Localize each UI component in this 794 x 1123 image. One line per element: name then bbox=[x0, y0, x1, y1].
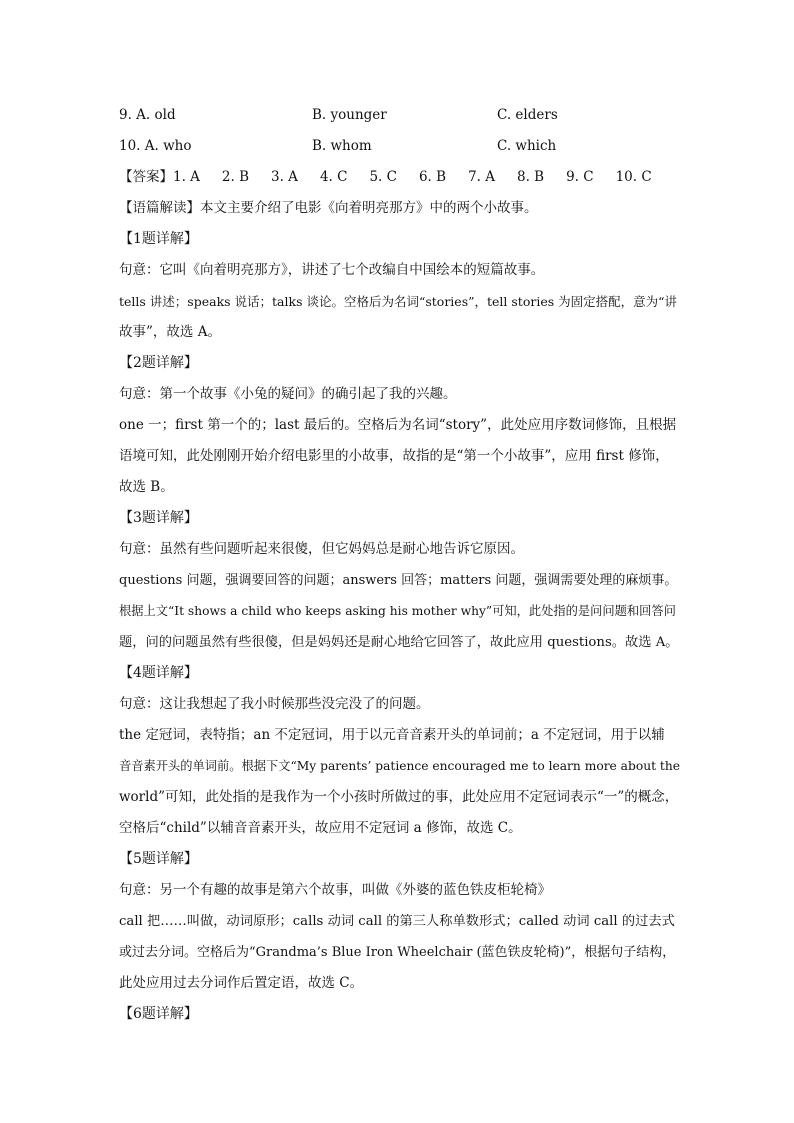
section-heading: 【3题详解】 bbox=[119, 510, 198, 526]
explanation-line: 语境可知，此处刚刚开始介绍电影里的小故事，故指的是“第一个小故事”，应用 first 修饰， bbox=[119, 448, 669, 464]
explanation-line: 此处应用过去分词作后置定语，故选 C。 bbox=[119, 975, 364, 991]
option-c: C. elders bbox=[497, 107, 558, 123]
sentence-meaning: 句意：它叫《向着明亮那方》，讲述了七个改编自中国绘本的短篇故事。 bbox=[119, 262, 545, 278]
option-c: C. which bbox=[497, 138, 557, 154]
explanation-line: questions 问题，强调要回答的问题；answers 回答；matters 问题，强调需要处理的麻烦事。 bbox=[119, 573, 678, 588]
explanation-line: 题，问的问题虽然有些很傻，但是妈妈还是耐心地给它回答了，故此应用 questions。故选 A。 bbox=[119, 635, 679, 650]
section-heading: 【5题详解】 bbox=[119, 851, 198, 867]
answer-key bbox=[119, 162, 679, 193]
explanation-line: 故选 B。 bbox=[119, 479, 174, 495]
passage-summary: 【语篇解读】本文主要介绍了电影《向着明亮那方》中的两个小故事。 bbox=[119, 200, 538, 216]
section-heading: 【4题详解】 bbox=[119, 665, 198, 681]
explanation-line: 故事”，故选 A。 bbox=[119, 324, 221, 340]
explanation-line: one 一；first 第一个的；last 最后的。空格后为名词“story”，此处应用序数词修饰，且根据 bbox=[119, 417, 677, 433]
option-a: 9. A. old bbox=[119, 107, 176, 123]
sentence-meaning: 句意：这让我想起了我小时候那些没完没了的问题。 bbox=[119, 696, 430, 712]
explanation-line: the 定冠词，表特指；an 不定冠词，用于以元音音素开头的单词前；a 不定冠词，用于以辅 bbox=[119, 727, 665, 743]
explanation-line: 空格后“child”以辅音音素开头，故应用不定冠词 a 修饰，故选 C。 bbox=[119, 820, 522, 836]
explanation-line: call 把……叫做，动词原形；calls 动词 call 的第三人称单数形式；called 动词 call 的过去式 bbox=[119, 914, 675, 929]
answer-item: 3. A bbox=[271, 169, 298, 185]
sentence-meaning: 句意：第一个故事《小兔的疑问》的确引起了我的兴趣。 bbox=[119, 386, 457, 402]
explanation-line: world”可知，此处指的是我作为一个小孩时所做过的事，此处应用不定冠词表示“一”的概念， bbox=[119, 789, 679, 805]
option-b: B. younger bbox=[312, 107, 387, 123]
explanation-line: tells 讲述；speaks 说话；talks 谈论。空格后为名词“stories”，tell stories 为固定搭配，意为“讲 bbox=[119, 294, 678, 309]
answer-item: 1. A bbox=[173, 169, 200, 185]
answer-label: 【答案】 bbox=[119, 169, 173, 185]
answer-item: 7. A bbox=[468, 169, 495, 185]
answer-item: 10. C bbox=[615, 169, 652, 185]
section-heading: 【6题详解】 bbox=[119, 1006, 198, 1022]
option-row-9 bbox=[119, 100, 679, 131]
answer-item: 5. C bbox=[369, 169, 397, 185]
answer-item: 4. C bbox=[319, 169, 348, 185]
answer-item: 2. B bbox=[221, 169, 250, 185]
option-row-10 bbox=[119, 131, 679, 162]
document-page bbox=[119, 100, 679, 1030]
sentence-meaning: 句意：另一个有趣的故事是第六个故事，叫做《外婆的蓝色铁皮柜轮椅》 bbox=[119, 882, 551, 898]
answer-item: 6. B bbox=[418, 169, 447, 185]
answer-item: 8. B bbox=[516, 169, 545, 185]
section-heading: 【1题详解】 bbox=[119, 231, 198, 247]
explanation-line: 根据上文“It shows a child who keeps asking his mother why”可知，此处指的是问问题和回答问 bbox=[119, 604, 676, 618]
answer-item: 9. C bbox=[566, 169, 594, 185]
option-a: 10. A. who bbox=[119, 138, 192, 154]
explanation-line: 或过去分词。空格后为“Grandma’s Blue Iron Wheelchair (蓝色铁皮轮椅)”，根据句子结构， bbox=[119, 945, 676, 960]
sentence-meaning: 句意：虽然有些问题听起来很傻，但它妈妈总是耐心地告诉它原因。 bbox=[119, 541, 524, 557]
option-b: B. whom bbox=[312, 138, 372, 154]
section-heading: 【2题详解】 bbox=[119, 355, 198, 371]
explanation-line: 音音素开头的单词前。根据下文“My parents’ patience encouraged me to learn more about the bbox=[119, 759, 680, 773]
